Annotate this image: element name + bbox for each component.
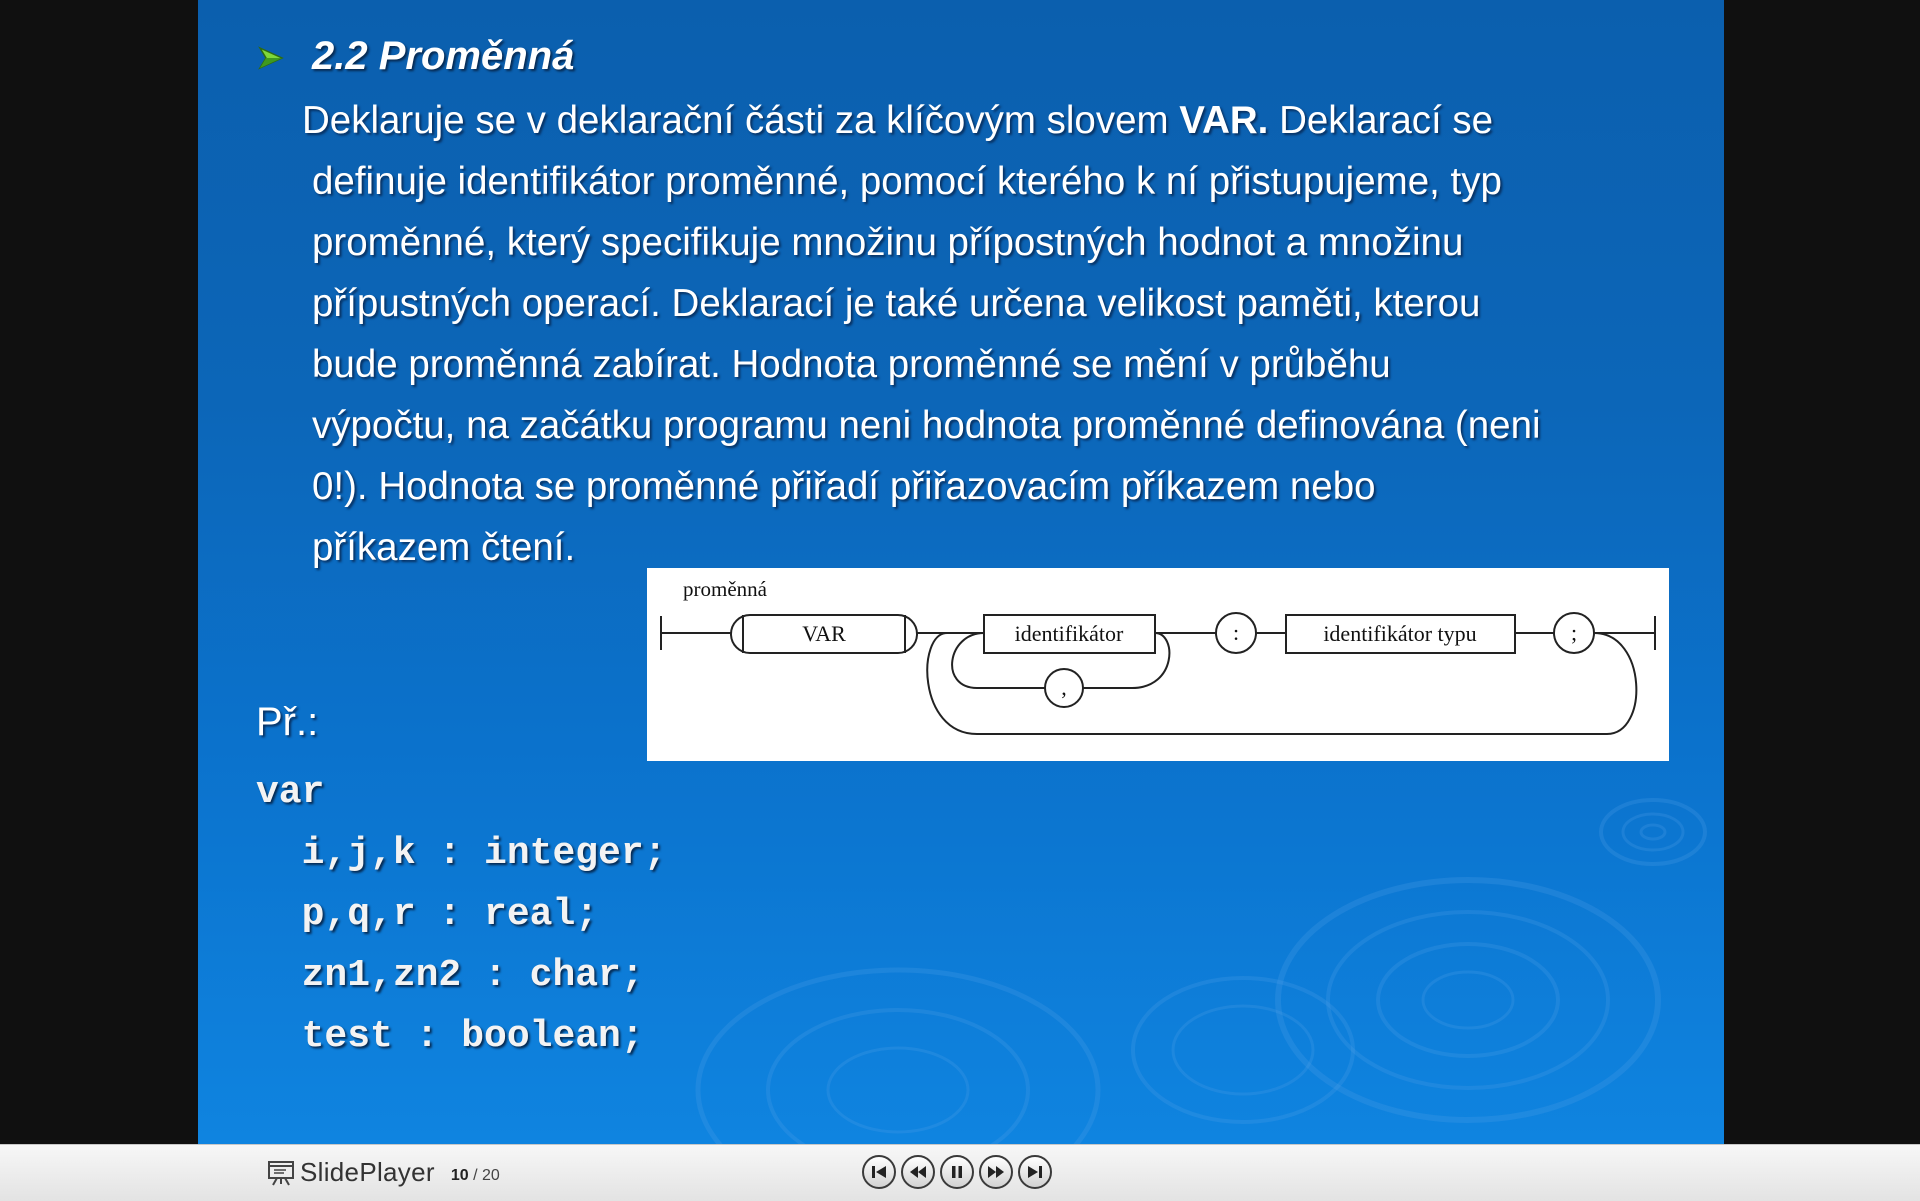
- code-block: [256, 762, 666, 1067]
- body-line: 0!). Hodnota se proměnné přiřadí přiřazovacím příkazem nebo: [312, 465, 1376, 508]
- previous-slide-button[interactable]: [901, 1155, 935, 1189]
- pause-button[interactable]: [940, 1155, 974, 1189]
- body-line: přípustných operací. Deklarací je také určena velikost paměti, kterou: [312, 282, 1481, 325]
- current-slide-number: 10: [450, 1166, 469, 1184]
- code-line: i,j,k : integer;: [256, 832, 667, 875]
- pause-icon: [948, 1163, 966, 1181]
- brand-prefix: Slide: [300, 1157, 360, 1187]
- body-line: [302, 90, 1682, 151]
- syntax-diagram-graphic: [647, 568, 1669, 761]
- player-control-bar: [0, 1144, 1920, 1201]
- counter-separator: /: [473, 1166, 478, 1184]
- slide-counter: [451, 1167, 500, 1185]
- body-line: výpočtu, na začátku programu neni hodnota proměnné definována (neni: [312, 404, 1541, 447]
- title-row: [256, 30, 574, 82]
- arrow-bullet-icon: [256, 44, 284, 72]
- body-text-segment: Deklaruje se v deklarační části za klíčovým slovem: [302, 99, 1180, 142]
- slide: [198, 0, 1724, 1144]
- comma-label: ,: [1061, 675, 1067, 700]
- code-line: p,q,r : real;: [256, 893, 599, 936]
- playback-controls: [862, 1155, 1057, 1189]
- semicolon-label: ;: [1570, 620, 1578, 645]
- type-identifier-label: identifikátor typu: [1323, 621, 1477, 646]
- var-box-label: VAR: [802, 621, 846, 646]
- keyword-var: VAR.: [1179, 99, 1269, 142]
- brand-suffix: Player: [359, 1157, 435, 1187]
- body-line: příkazem čtení.: [312, 526, 576, 569]
- body-line: bude proměnná zabírat. Hodnota proměnné se mění v průběhu: [312, 343, 1391, 386]
- next-slide-button[interactable]: [979, 1155, 1013, 1189]
- body-line: definuje identifikátor proměnné, pomocí kterého k ní přistupujeme, typ: [312, 160, 1502, 203]
- slideplayer-brand: [266, 1157, 500, 1188]
- last-slide-button[interactable]: [1018, 1155, 1052, 1189]
- body-text-segment: Deklarací se: [1268, 99, 1494, 142]
- colon-label: :: [1232, 620, 1240, 645]
- total-slides-number: 20: [481, 1166, 500, 1184]
- code-line: test : boolean;: [256, 1015, 644, 1058]
- fast-forward-icon: [987, 1163, 1005, 1181]
- code-line: var: [256, 771, 325, 814]
- rewind-icon: [909, 1163, 927, 1181]
- skip-to-end-icon: [1026, 1163, 1044, 1181]
- slide-title: 2.2 Proměnná: [312, 33, 575, 78]
- skip-to-start-icon: [870, 1163, 888, 1181]
- body-line: proměnné, který specifikuje množinu přípostných hodnot a množinu: [312, 221, 1464, 264]
- code-line: zn1,zn2 : char;: [256, 954, 644, 997]
- slideplayer-logo-icon: [266, 1158, 296, 1188]
- syntax-diagram: [647, 568, 1669, 761]
- body-paragraph: [302, 90, 1682, 578]
- brand-name: [300, 1157, 435, 1188]
- identifier-label: identifikátor: [1014, 621, 1124, 646]
- example-label: Př.:: [256, 700, 319, 744]
- first-slide-button[interactable]: [862, 1155, 896, 1189]
- diagram-label: proměnná: [683, 577, 767, 601]
